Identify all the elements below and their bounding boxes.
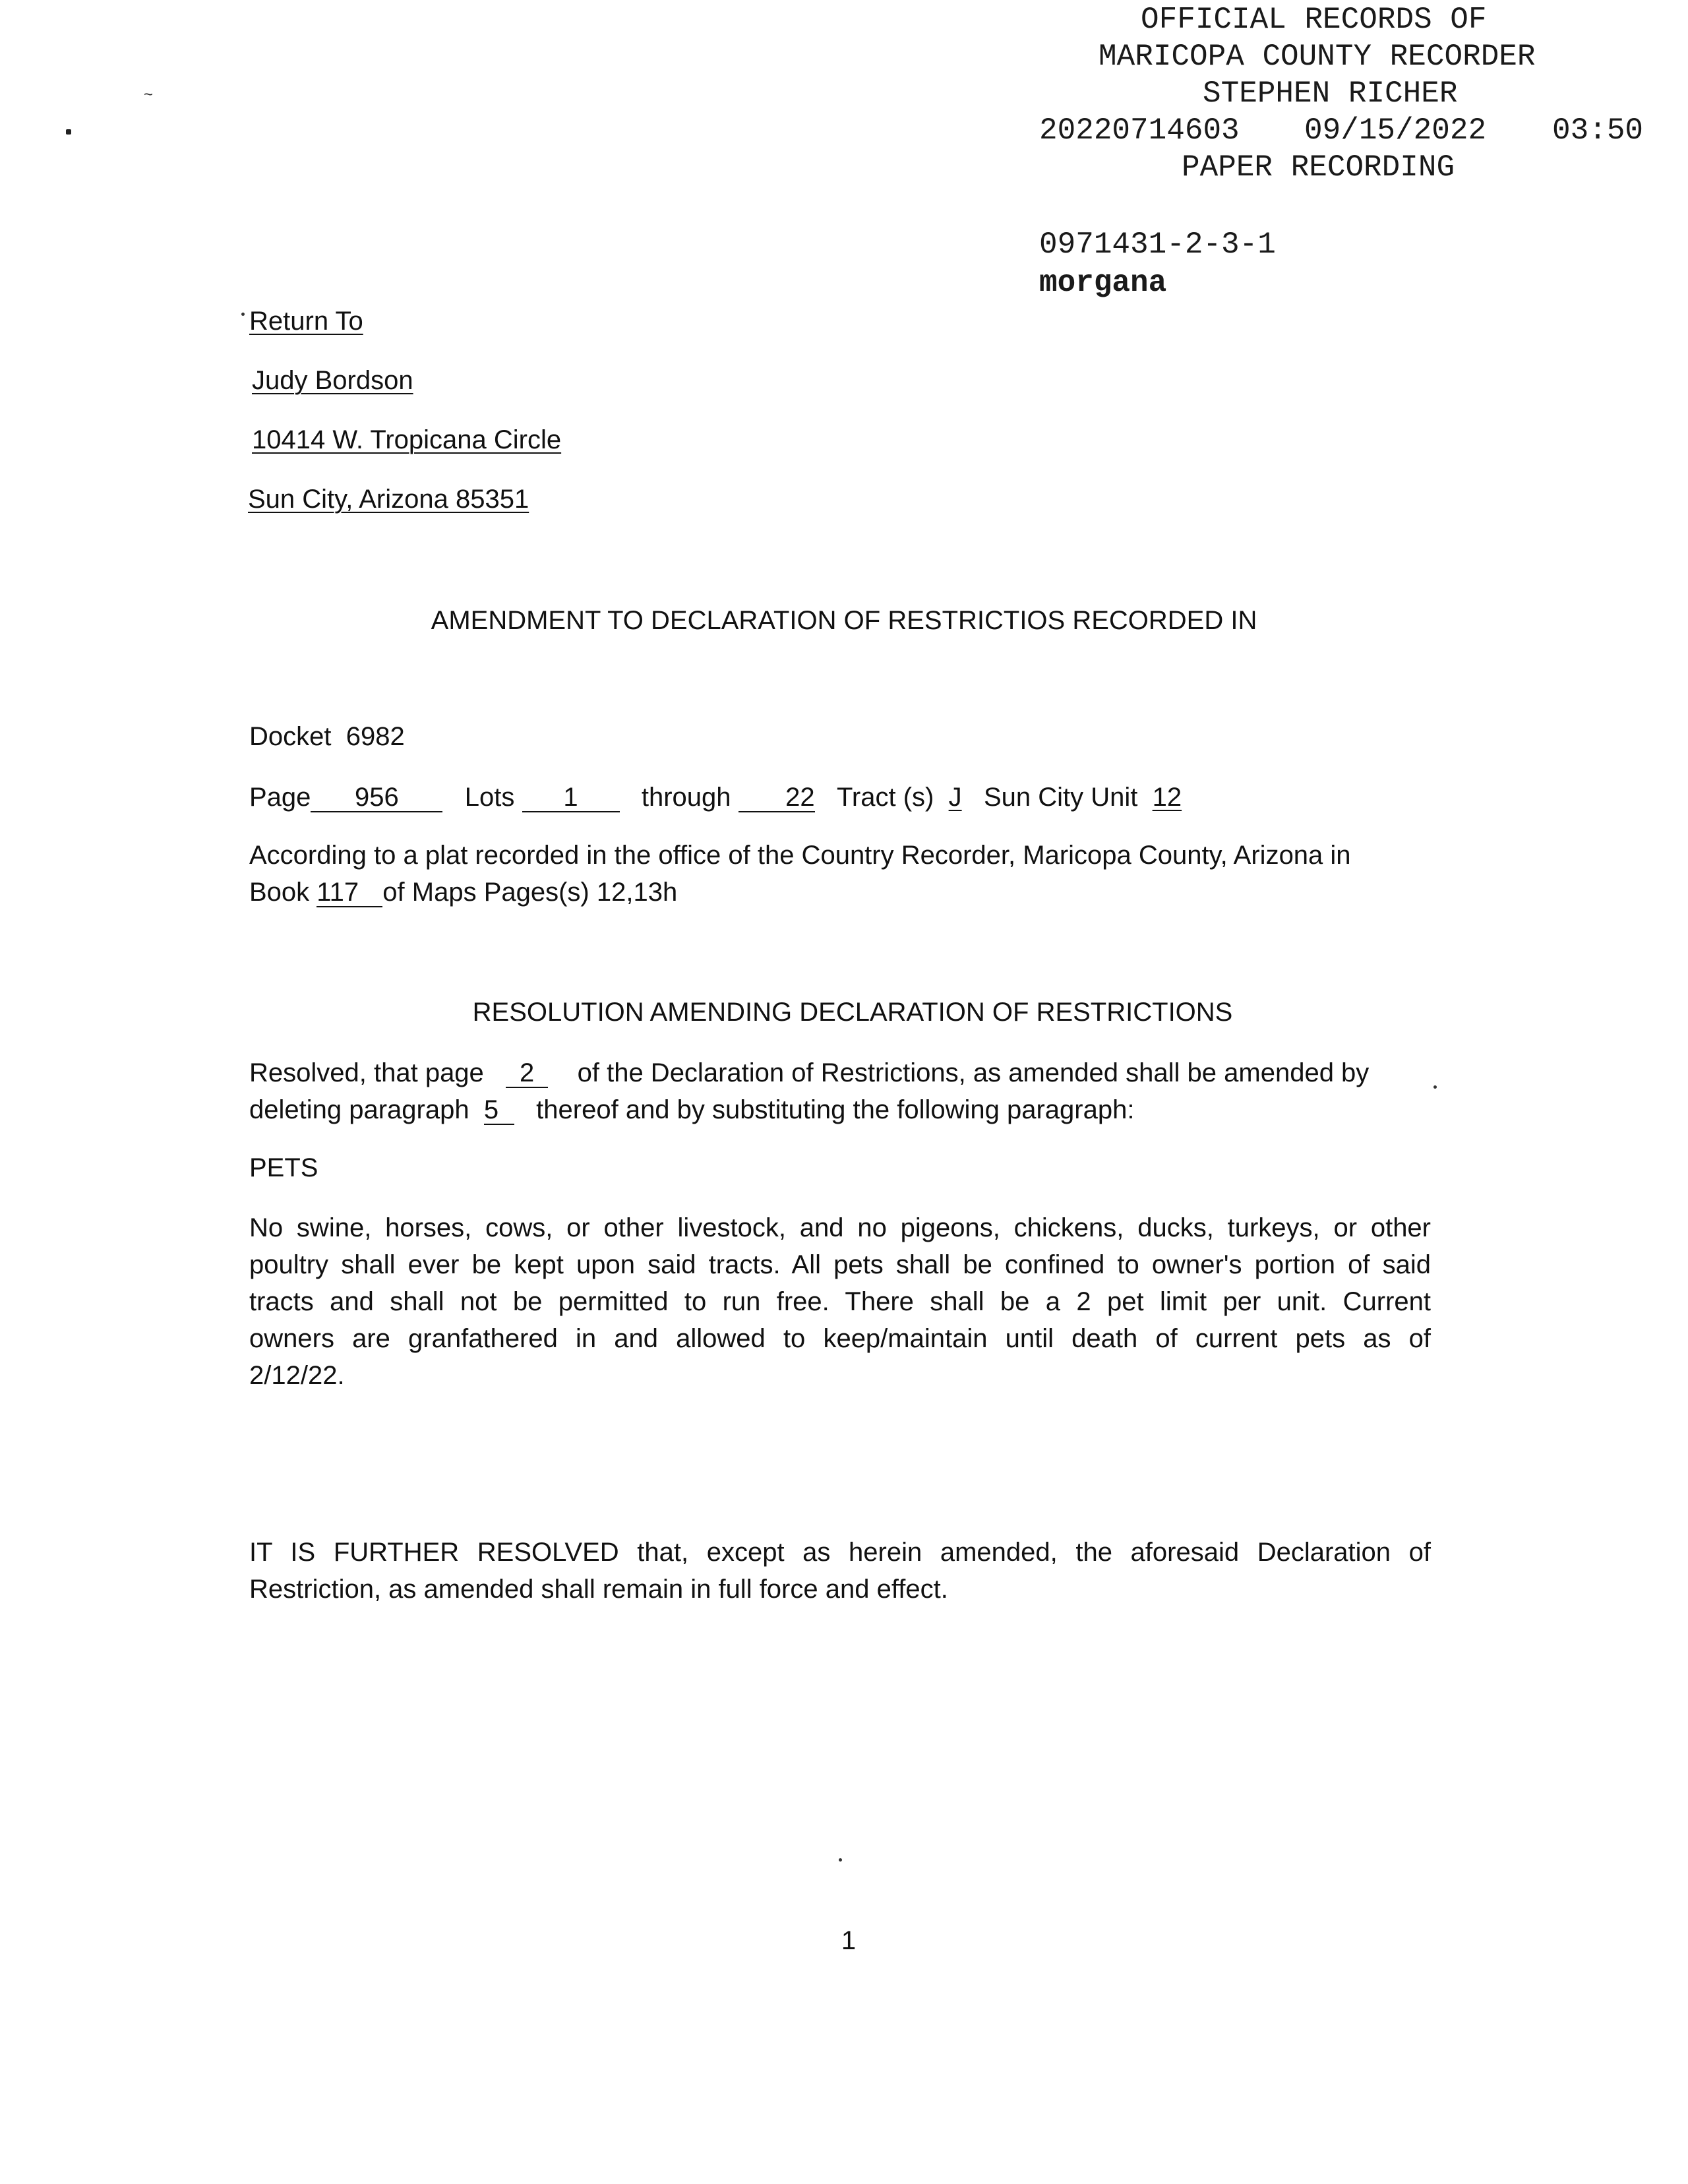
pets-line-5: 2/12/22. [249,1361,345,1390]
page-number: 1 [841,1926,857,1955]
resolution-heading: RESOLUTION AMENDING DECLARATION OF RESTRICTIONS [472,998,1233,1027]
pets-paragraph [249,1209,1431,1394]
plat-line-1: According to a plat recorded in the office of the Country Recorder, Maricopa County, Arizona in [249,841,1351,870]
resolved-line2-prefix: deleting paragraph [249,1095,469,1124]
stamp-line-county-recorder: MARICOPA COUNTY RECORDER [1099,40,1536,74]
scan-speck [66,129,71,135]
return-to-heading: Return To [249,307,363,336]
return-street: 10414 W. Tropicana Circle [252,425,562,454]
resolved-prefix: Resolved, that page [249,1058,484,1087]
pets-line-4: owners are granfathered in and allowed to keep/maintain until death of current pets as of [249,1324,1431,1353]
stamp-record-number: 20220714603 [1039,113,1240,148]
tract-value: J [948,783,962,812]
return-name: Judy Bordson [252,366,413,395]
resolved-page-value: 2 [506,1059,548,1088]
stamp-paper-recording: PAPER RECORDING [1182,150,1455,185]
book-value: 117 [316,878,382,907]
further-line-1: IT IS FURTHER RESOLVED that, except as herein amended, the aforesaid Declaration of [249,1538,1431,1567]
page-value: 956 [311,783,442,812]
pets-line-2: poultry shall ever be kept upon said tracts. All pets shall be confined to owner's portion of said [249,1250,1431,1279]
scan-speck [1433,1085,1437,1089]
stamp-clerk-name: morgana [1039,266,1167,300]
pets-heading: PETS [249,1153,318,1182]
resolved-line-1 [249,1056,1369,1089]
plat-line-2-rest: of Maps Pages(s) 12,13h [382,878,678,907]
stamp-line-official-records: OFFICIAL RECORDS OF [1141,3,1487,37]
resolved-line-2 [249,1093,1134,1126]
through-label: through [641,783,731,812]
unit-label: Sun City Unit [983,783,1138,812]
page-label: Page [249,783,311,812]
scan-speck: ~ [144,86,154,104]
stamp-time: 03:50 [1552,113,1644,148]
further-resolved-paragraph [249,1534,1431,1608]
scan-speck [241,313,245,316]
docket-value: 6982 [346,722,405,751]
tract-label: Tract (s) [836,783,934,812]
return-city: Sun City, Arizona 85351 [248,485,529,514]
plat-line-2 [249,876,677,909]
scan-speck [839,1858,842,1862]
book-label: Book [249,878,310,907]
stamp-reference-number: 0971431-2-3-1 [1039,228,1276,262]
pets-line-1: No swine, horses, cows, or other livestock, and no pigeons, chickens, ducks, turkeys, or other [249,1213,1431,1242]
docket-line [249,720,405,753]
unit-value: 12 [1152,783,1182,812]
document-title: AMENDMENT TO DECLARATION OF RESTRICTIOS RECORDED IN [431,606,1257,635]
pets-line-3: tracts and shall not be permitted to run free. There shall be a 2 pet limit per unit. Current [249,1287,1431,1316]
lots-value: 1 [522,783,620,812]
through-value: 22 [738,783,815,812]
resolved-middle: of the Declaration of Restrictions, as amended shall be amended by [577,1058,1370,1087]
docket-label: Docket [249,722,332,751]
stamp-date: 09/15/2022 [1304,113,1487,148]
resolved-line2-rest: thereof and by substituting the following paragraph: [536,1095,1135,1124]
further-line-2: Restriction, as amended shall remain in full force and effect. [249,1575,948,1604]
page-lots-line [249,781,1182,814]
stamp-line-recorder-name: STEPHEN RICHER [1203,76,1458,111]
resolved-paragraph-value: 5 [484,1096,514,1125]
lots-label: Lots [464,783,515,812]
